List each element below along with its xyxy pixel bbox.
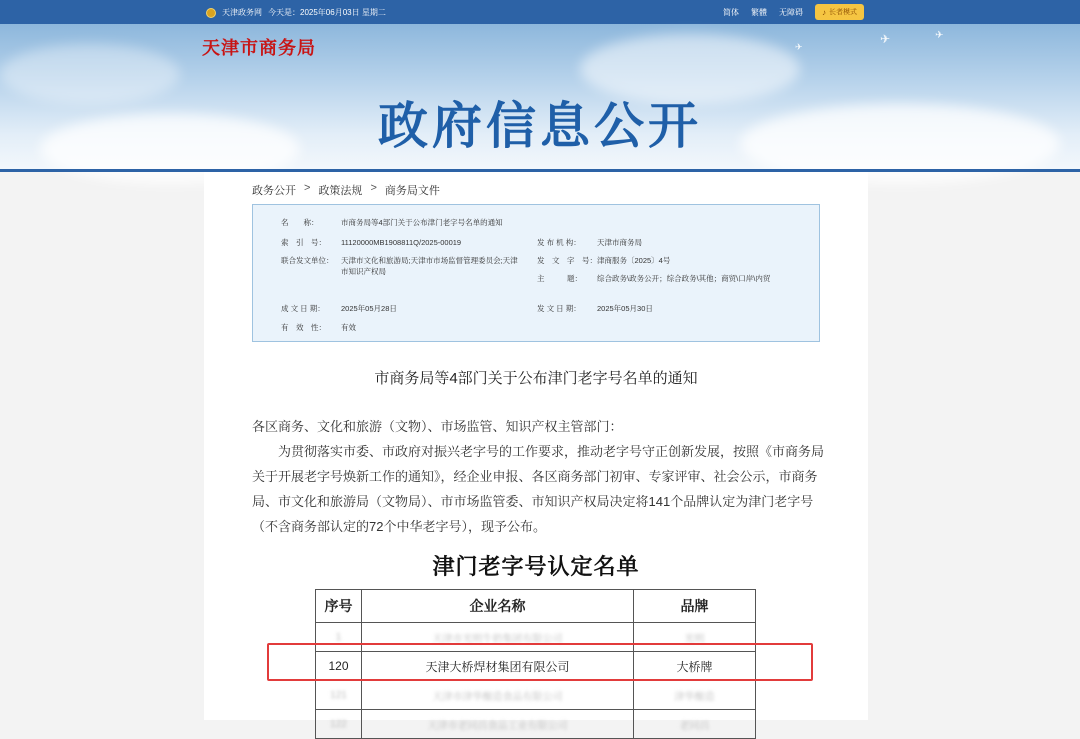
table-header-row (316, 590, 756, 623)
list-title: 津门老字号认定名单 (432, 554, 640, 580)
breadcrumb (252, 182, 440, 198)
document-body: 为贯彻落实市委、市政府对振兴老字号的工作要求，推动老字号守正创新发展，按照《市商务局关于开展老字号焕新工作的通知》，经企业申报、各区商务部门初审、专家评审、社会公示，市商务局、市文化和旅游局（文物局）、市市场监管委、市知识产权局决定将141个品牌认定为津门老字号（不含商务部认定的72个中华老字号），现予公布。 (252, 444, 825, 534)
date-text: 今天是：2025年06月03日 星期二 (268, 8, 386, 17)
meta-issuer-value: 天津市商务局 (597, 238, 642, 247)
meta-published-row (537, 303, 653, 314)
meta-index-value: 11120000MB1908811Q/2025-00019 (341, 238, 462, 247)
meta-issuer-label: 发 布 机 构： (537, 238, 581, 247)
meta-published-value: 2025年05月30日 (597, 304, 653, 313)
header-company: 企业名称 (362, 590, 634, 623)
meta-joint-row (281, 255, 521, 277)
traditional-chinese-link[interactable]: 繁體 (751, 7, 767, 17)
meta-docno-row (537, 255, 670, 266)
table-row (316, 681, 756, 710)
row-brand: 津华酿造 (634, 681, 756, 710)
meta-index-label: 索 引 号： (281, 238, 326, 247)
document-salutation: 各区商务、文化和旅游（文物）、市场监管、知识产权主管部门： (252, 419, 623, 434)
row-brand: 老同昌 (634, 710, 756, 739)
breadcrumb-item-bureau-docs[interactable]: 商务局文件 (384, 185, 440, 197)
meta-name-row (281, 217, 503, 228)
meta-name-value: 市商务局等4部门关于公布津门老字号名单的通知 (341, 218, 503, 227)
banner-title: 政府信息公开 (378, 97, 702, 155)
row-serial: 121 (316, 681, 362, 710)
document-metadata-panel (252, 204, 820, 342)
meta-index-row (281, 237, 461, 248)
document-title: 市商务局等4部门关于公布津门老字号名单的通知 (374, 370, 698, 387)
meta-issuer-row (537, 237, 642, 248)
meta-topic-value: 综合政务\政务公开；综合政务\其他；商贸\口岸\内贸 (597, 274, 771, 283)
meta-topic-row (537, 273, 777, 284)
highlight-annotation-box (267, 643, 813, 681)
meta-created-row (281, 303, 397, 314)
elder-mode-button[interactable] (815, 4, 864, 20)
row-company: 天津市津华酿造食品有限公司 (362, 681, 634, 710)
bird-icon: ✈ (880, 32, 891, 46)
breadcrumb-item-gov-affairs[interactable]: 政务公开 (252, 185, 296, 197)
meta-published-label: 发 文 日 期： (537, 304, 581, 313)
meta-name-label: 名 称： (281, 218, 319, 227)
site-name[interactable]: 天津政务网 (222, 8, 262, 17)
meta-validity-value: 有效 (341, 323, 356, 332)
bird-icon: ✈ (795, 42, 803, 52)
meta-topic-label: 主 题： (537, 274, 582, 283)
row-company: 天津市光明牛奶集团有限公司 (362, 623, 634, 652)
row-serial: 122 (316, 710, 362, 739)
bird-icon: ✈ (935, 30, 944, 41)
row-brand: 光明 (634, 623, 756, 652)
meta-docno-label: 发 文 字 号： (537, 256, 597, 265)
row-serial: 120 (316, 652, 362, 681)
elder-mode-label: 长者模式 (829, 9, 857, 16)
topbar-right (723, 4, 864, 20)
header-brand: 品牌 (634, 590, 756, 623)
site-logo[interactable]: 天津市商务局 (202, 38, 316, 59)
simplified-chinese-link[interactable]: 简体 (723, 7, 739, 17)
meta-created-label: 成 文 日 期： (281, 304, 325, 313)
row-company: 天津市老同昌食品工业有限公司 (362, 710, 634, 739)
row-brand: 大桥牌 (634, 652, 756, 681)
speaker-icon: ♪ (822, 7, 826, 17)
meta-created-value: 2025年05月28日 (341, 304, 397, 313)
meta-docno-value: 津商服务〔2025〕4号 (597, 256, 671, 265)
accessibility-link[interactable]: 无障碍 (779, 7, 803, 17)
header-banner (0, 24, 1080, 172)
breadcrumb-separator: > (304, 182, 311, 194)
national-emblem-icon (206, 8, 216, 18)
topbar-left (206, 7, 386, 18)
breadcrumb-item-policy[interactable]: 政策法规 (318, 185, 363, 197)
meta-joint-label: 联合发文单位： (281, 256, 334, 265)
meta-validity-row (281, 322, 356, 333)
meta-validity-label: 有 效 性： (281, 323, 326, 332)
main-content (204, 172, 868, 732)
header-serial: 序号 (316, 590, 362, 623)
breadcrumb-separator: > (370, 182, 377, 194)
row-serial: 1 (316, 623, 362, 652)
meta-joint-value: 天津市文化和旅游局;天津市市场监督管理委员会;天津市知识产权局 (341, 256, 518, 276)
table-row (316, 710, 756, 739)
row-company: 天津大桥焊材集团有限公司 (362, 652, 634, 681)
top-bar (0, 0, 1080, 24)
